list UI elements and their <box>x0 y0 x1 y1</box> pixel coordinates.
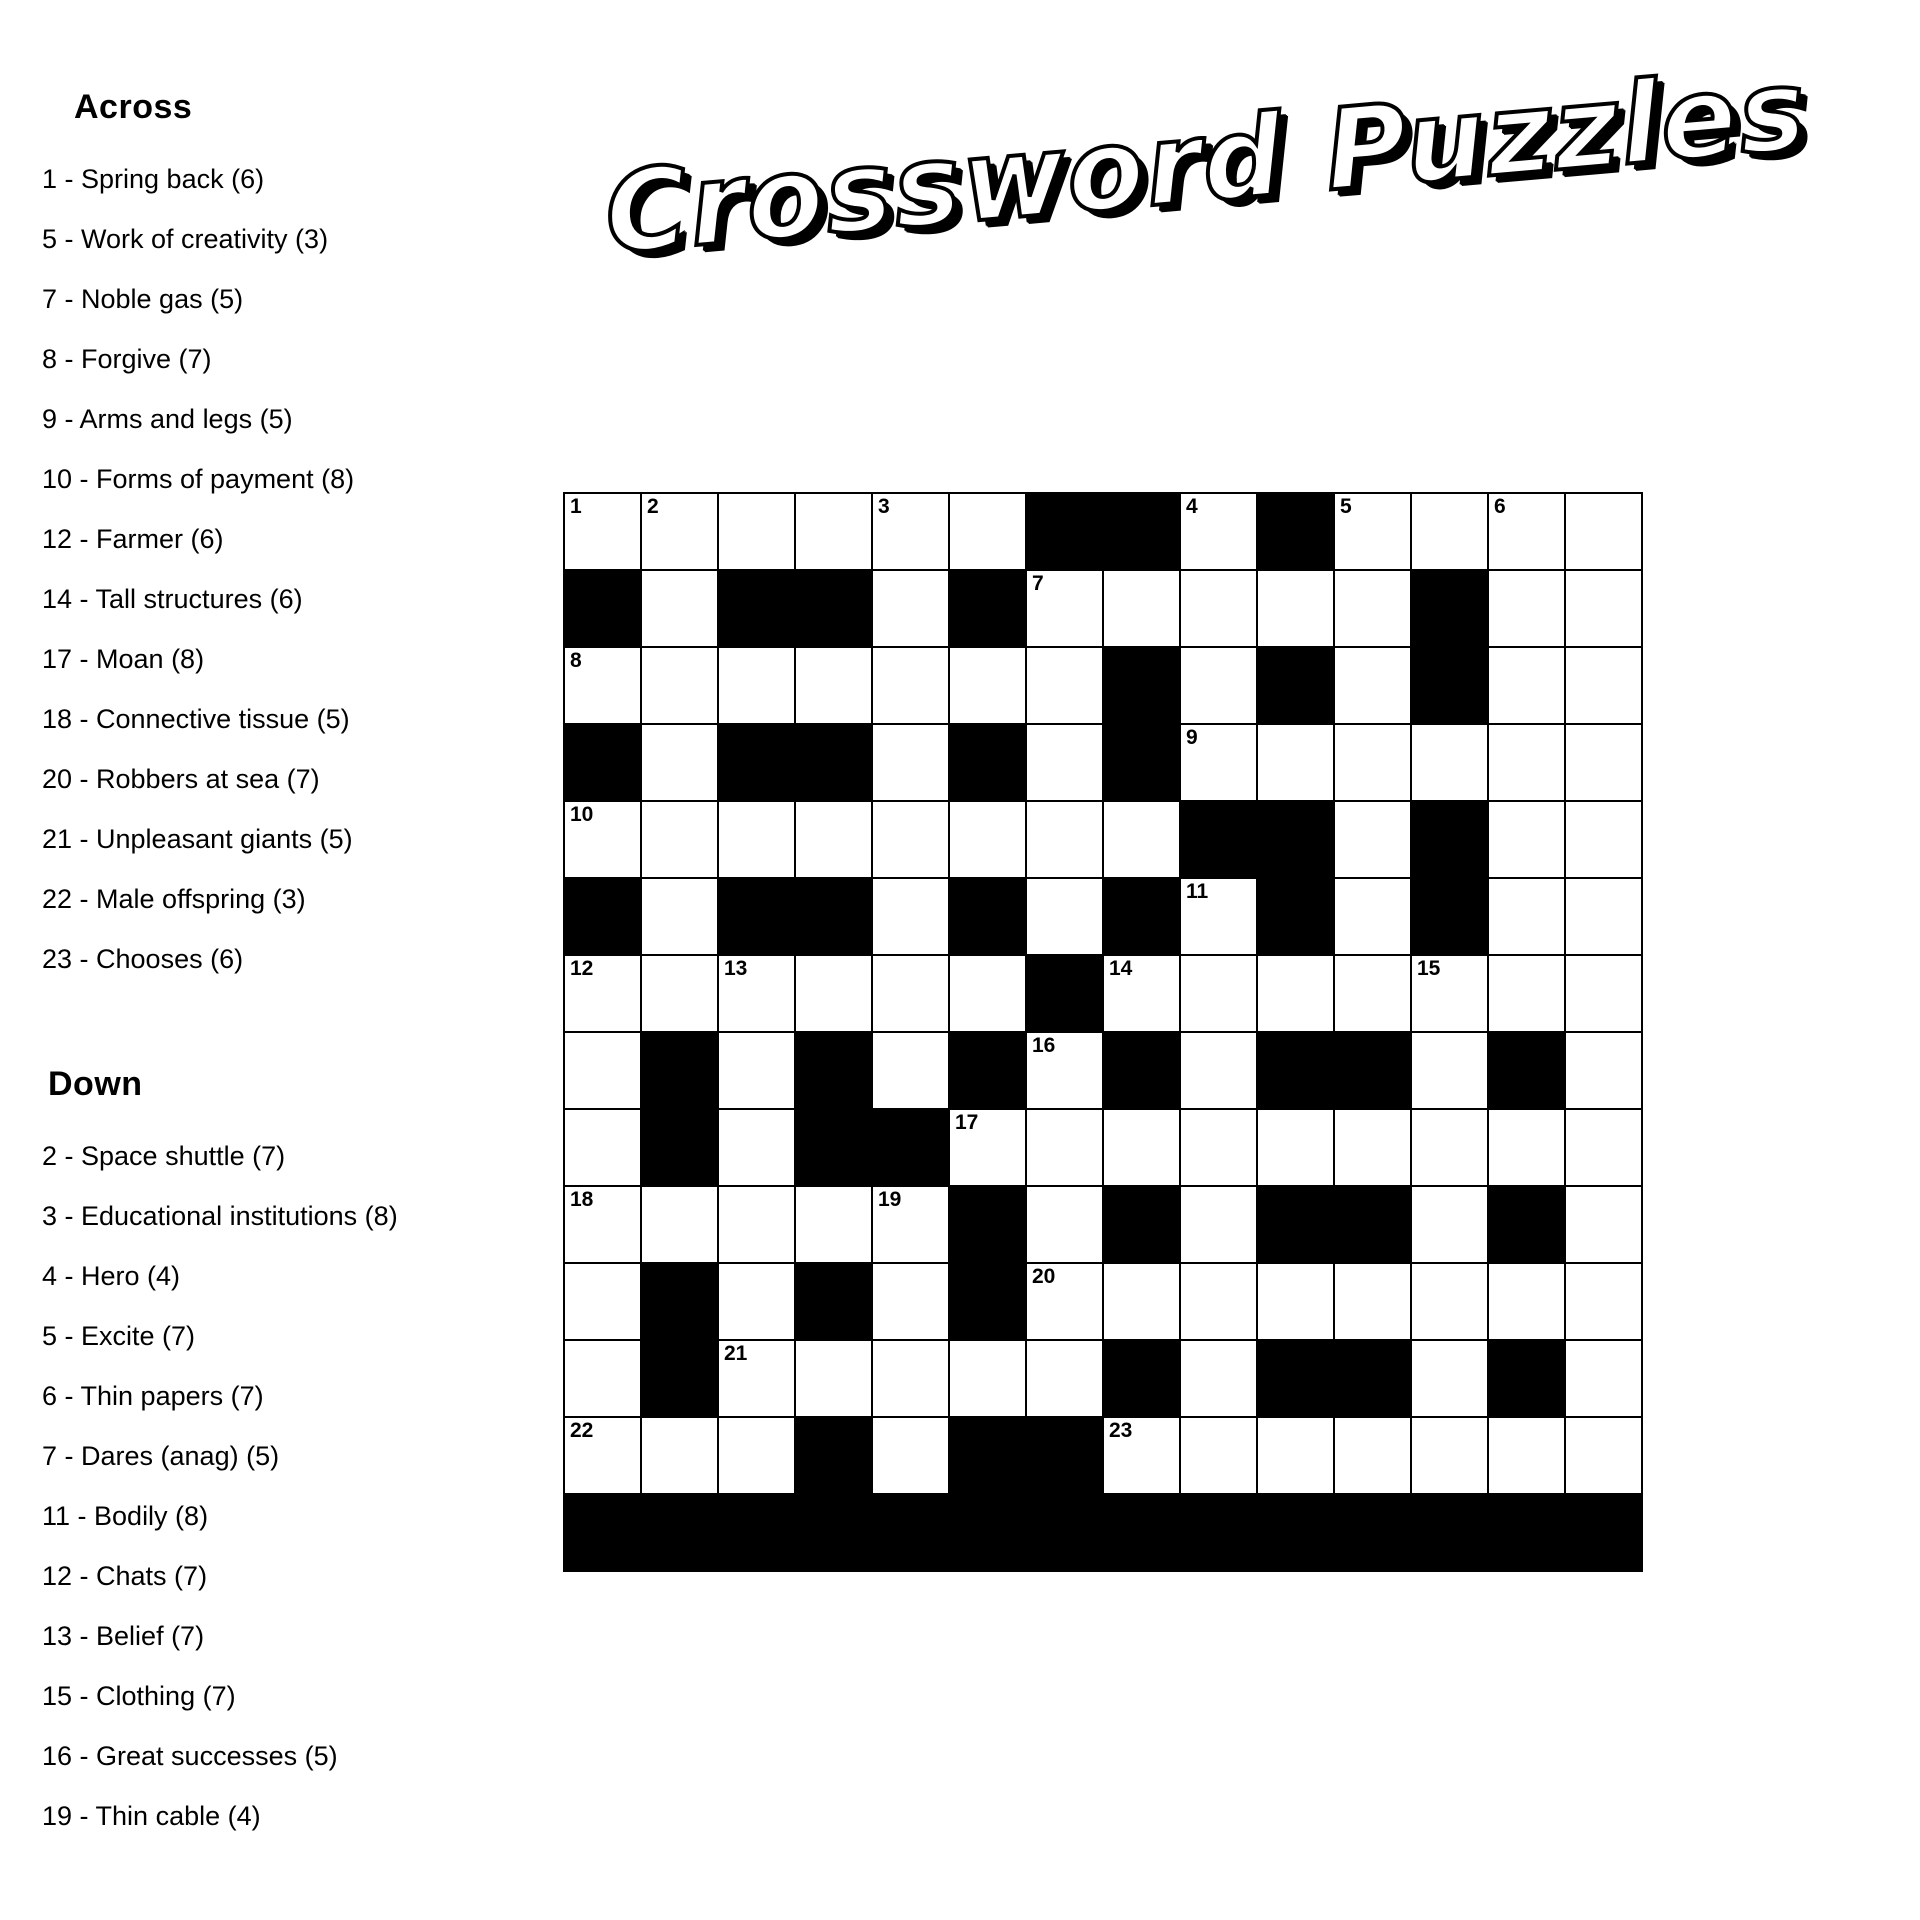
grid-cell-open[interactable] <box>641 647 718 724</box>
grid-cell-open[interactable] <box>1026 1032 1103 1109</box>
grid-cell-block <box>1103 647 1180 724</box>
grid-cell-block <box>795 1263 872 1340</box>
grid-cell-open[interactable] <box>872 493 949 570</box>
grid-cell-open[interactable] <box>1411 955 1488 1032</box>
grid-cell-block <box>795 878 872 955</box>
grid-cell-open[interactable] <box>1334 1109 1411 1186</box>
grid-cell-number: 11 <box>1186 880 1209 903</box>
grid-cell-open[interactable] <box>1411 1109 1488 1186</box>
grid-cell-open[interactable] <box>1334 955 1411 1032</box>
grid-cell-number: 15 <box>1417 957 1441 980</box>
grid-cell-open[interactable] <box>1180 647 1257 724</box>
grid-cell-block <box>949 1417 1026 1494</box>
grid-cell-open[interactable] <box>1565 724 1642 801</box>
grid-cell-open[interactable] <box>718 1417 795 1494</box>
grid-row <box>564 955 1642 1032</box>
grid-cell-open[interactable] <box>1488 1263 1565 1340</box>
grid-cell-open[interactable] <box>1565 1417 1642 1494</box>
grid-cell-number: 5 <box>1340 495 1352 518</box>
list-item[interactable]: 2 - Space shuttle (7) <box>42 1141 286 1171</box>
grid-cell-open[interactable] <box>1257 955 1334 1032</box>
list-item[interactable]: 12 - Chats (7) <box>42 1561 208 1591</box>
grid-cell-open[interactable] <box>795 1340 872 1417</box>
page-title <box>600 44 1880 380</box>
across-clue-list <box>42 149 542 989</box>
grid-cell-open[interactable] <box>718 647 795 724</box>
grid-cell-number: 1 <box>570 495 582 518</box>
grid-cell-block <box>1103 878 1180 955</box>
grid-cell-number: 21 <box>724 1342 748 1365</box>
grid-cell-open[interactable] <box>949 1340 1026 1417</box>
grid-cell-open[interactable] <box>641 878 718 955</box>
grid-cell-open[interactable] <box>564 801 641 878</box>
grid-cell-block <box>949 724 1026 801</box>
grid-cell-block <box>1103 493 1180 570</box>
grid-cell-open[interactable] <box>1488 878 1565 955</box>
grid-cell-open[interactable] <box>641 493 718 570</box>
grid-cell-open[interactable] <box>1103 1263 1180 1340</box>
grid-cell-open[interactable] <box>872 570 949 647</box>
grid-row <box>564 1263 1642 1340</box>
grid-cell-open[interactable] <box>1565 1340 1642 1417</box>
grid-cell-block <box>1488 1340 1565 1417</box>
grid-cell-block <box>564 570 641 647</box>
grid-cell-block <box>1180 1494 1257 1571</box>
grid-cell-open[interactable] <box>1103 1417 1180 1494</box>
grid-cell-open[interactable] <box>1180 878 1257 955</box>
list-item[interactable]: 11 - Bodily (8) <box>42 1501 209 1531</box>
grid-cell-open[interactable] <box>564 647 641 724</box>
grid-cell-open[interactable] <box>1257 570 1334 647</box>
grid-cell-open[interactable] <box>949 955 1026 1032</box>
grid-cell-open[interactable] <box>1180 1032 1257 1109</box>
grid-cell-block <box>1103 1340 1180 1417</box>
grid-cell-open[interactable] <box>1026 647 1103 724</box>
grid-cell-number: 16 <box>1032 1034 1056 1057</box>
grid-cell-open[interactable] <box>641 1186 718 1263</box>
grid-cell-block <box>1026 1417 1103 1494</box>
list-item[interactable]: 7 - Noble gas (5) <box>42 284 244 314</box>
grid-cell-open[interactable] <box>1488 801 1565 878</box>
grid-cell-block <box>1103 724 1180 801</box>
grid-cell-open[interactable] <box>1411 724 1488 801</box>
grid-cell-open[interactable] <box>872 647 949 724</box>
grid-cell-open[interactable] <box>1026 570 1103 647</box>
grid-cell-open[interactable] <box>641 955 718 1032</box>
grid-cell-open[interactable] <box>1565 647 1642 724</box>
grid-cell-block <box>1257 493 1334 570</box>
list-item[interactable]: 1 - Spring back (6) <box>42 164 265 194</box>
grid-cell-open[interactable] <box>1334 647 1411 724</box>
grid-cell-block <box>1488 1494 1565 1571</box>
list-item[interactable]: 15 - Clothing (7) <box>42 1681 236 1711</box>
list-item[interactable]: 18 - Connective tissue (5) <box>42 704 350 734</box>
list-item[interactable]: 9 - Arms and legs (5) <box>42 404 293 434</box>
grid-cell-open[interactable] <box>564 1417 641 1494</box>
grid-cell-block <box>949 1186 1026 1263</box>
grid-cell-open[interactable] <box>1257 1263 1334 1340</box>
grid-cell-open[interactable] <box>564 1109 641 1186</box>
page-title-text: Crossword Puzzles <box>600 44 1813 280</box>
grid-cell-open[interactable] <box>1180 1340 1257 1417</box>
grid-row <box>564 1109 1642 1186</box>
grid-cell-open[interactable] <box>1334 1417 1411 1494</box>
grid-row <box>564 724 1642 801</box>
grid-cell-open[interactable] <box>1180 955 1257 1032</box>
grid-cell-open[interactable] <box>1488 1109 1565 1186</box>
grid-cell-block <box>1103 1186 1180 1263</box>
grid-cell-block <box>872 1494 949 1571</box>
grid-cell-open[interactable] <box>1565 1032 1642 1109</box>
grid-cell-open[interactable] <box>1026 1340 1103 1417</box>
crossword-grid-table <box>563 492 1643 1572</box>
grid-cell-open[interactable] <box>1026 724 1103 801</box>
grid-cell-open[interactable] <box>718 1109 795 1186</box>
grid-cell-open[interactable] <box>718 955 795 1032</box>
grid-cell-block <box>1488 1186 1565 1263</box>
grid-cell-open[interactable] <box>1411 1340 1488 1417</box>
grid-cell-block <box>718 724 795 801</box>
grid-cell-block <box>1411 801 1488 878</box>
grid-cell-open[interactable] <box>1180 1417 1257 1494</box>
grid-cell-open[interactable] <box>949 1109 1026 1186</box>
grid-cell-open[interactable] <box>872 1340 949 1417</box>
grid-cell-open[interactable] <box>1565 1263 1642 1340</box>
grid-cell-block <box>795 1109 872 1186</box>
grid-cell-block <box>949 570 1026 647</box>
grid-cell-open[interactable] <box>1180 493 1257 570</box>
grid-cell-block <box>564 724 641 801</box>
grid-cell-open[interactable] <box>1411 493 1488 570</box>
clues-panel <box>42 88 542 1846</box>
grid-cell-open[interactable] <box>1334 724 1411 801</box>
grid-cell-open[interactable] <box>872 878 949 955</box>
grid-cell-block <box>641 1263 718 1340</box>
grid-cell-open[interactable] <box>564 1263 641 1340</box>
list-item[interactable]: 5 - Work of creativity (3) <box>42 224 329 254</box>
grid-cell-block <box>641 1032 718 1109</box>
list-item[interactable]: 13 - Belief (7) <box>42 1621 205 1651</box>
grid-cell-block <box>1180 801 1257 878</box>
grid-cell-block <box>718 1494 795 1571</box>
grid-cell-open[interactable] <box>641 1417 718 1494</box>
grid-cell-block <box>949 1494 1026 1571</box>
list-item[interactable]: 16 - Great successes (5) <box>42 1741 338 1771</box>
grid-cell-block <box>1103 1494 1180 1571</box>
grid-cell-open[interactable] <box>718 801 795 878</box>
grid-cell-open[interactable] <box>718 493 795 570</box>
list-item[interactable]: 19 - Thin cable (4) <box>42 1801 261 1831</box>
list-item[interactable]: 4 - Hero (4) <box>42 1261 181 1291</box>
across-heading: Across <box>74 88 193 126</box>
grid-cell-block <box>1565 1494 1642 1571</box>
grid-row <box>564 647 1642 724</box>
grid-cell-block <box>1257 647 1334 724</box>
grid-cell-number: 6 <box>1494 495 1506 518</box>
grid-cell-block <box>949 1032 1026 1109</box>
grid-cell-open[interactable] <box>1488 1417 1565 1494</box>
grid-cell-block <box>1257 801 1334 878</box>
grid-cell-open[interactable] <box>564 955 641 1032</box>
grid-cell-block <box>795 1032 872 1109</box>
list-item[interactable]: 3 - Educational institutions (8) <box>42 1201 398 1231</box>
grid-cell-open[interactable] <box>795 801 872 878</box>
grid-cell-number: 18 <box>570 1188 594 1211</box>
grid-cell-number: 13 <box>724 957 748 980</box>
grid-cell-number: 3 <box>878 495 890 518</box>
down-heading: Down <box>48 1065 143 1103</box>
list-item[interactable]: 10 - Forms of payment (8) <box>42 464 355 494</box>
grid-cell-block <box>1257 1494 1334 1571</box>
grid-cell-open[interactable] <box>1411 1263 1488 1340</box>
grid-cell-open[interactable] <box>1565 878 1642 955</box>
grid-cell-open[interactable] <box>1334 801 1411 878</box>
list-item[interactable]: 6 - Thin papers (7) <box>42 1381 264 1411</box>
grid-cell-number: 8 <box>570 649 582 672</box>
grid-cell-open[interactable] <box>718 1032 795 1109</box>
grid-cell-open[interactable] <box>1026 878 1103 955</box>
grid-cell-open[interactable] <box>1488 647 1565 724</box>
grid-row <box>564 570 1642 647</box>
grid-cell-number: 9 <box>1186 726 1198 749</box>
grid-cell-block <box>1026 493 1103 570</box>
grid-cell-open[interactable] <box>1565 493 1642 570</box>
grid-cell-block <box>1257 1032 1334 1109</box>
grid-cell-open[interactable] <box>949 647 1026 724</box>
grid-cell-open[interactable] <box>1103 801 1180 878</box>
grid-cell-open[interactable] <box>949 801 1026 878</box>
grid-cell-open[interactable] <box>1488 570 1565 647</box>
grid-row <box>564 1340 1642 1417</box>
grid-cell-number: 14 <box>1109 957 1133 980</box>
grid-cell-open[interactable] <box>1411 1186 1488 1263</box>
grid-cell-number: 2 <box>647 495 659 518</box>
grid-cell-open[interactable] <box>1026 801 1103 878</box>
grid-cell-open[interactable] <box>1103 570 1180 647</box>
grid-cell-open[interactable] <box>1026 1109 1103 1186</box>
grid-cell-open[interactable] <box>1257 1417 1334 1494</box>
grid-row <box>564 1032 1642 1109</box>
list-item[interactable]: 17 - Moan (8) <box>42 644 205 674</box>
grid-cell-open[interactable] <box>1488 724 1565 801</box>
grid-cell-open[interactable] <box>1334 878 1411 955</box>
grid-cell-open[interactable] <box>1488 955 1565 1032</box>
grid-cell-block <box>641 1340 718 1417</box>
grid-cell-block <box>641 1494 718 1571</box>
grid-cell-open[interactable] <box>872 1263 949 1340</box>
grid-cell-open[interactable] <box>795 493 872 570</box>
grid-cell-number: 20 <box>1032 1265 1056 1288</box>
grid-cell-open[interactable] <box>872 955 949 1032</box>
grid-cell-open[interactable] <box>949 493 1026 570</box>
grid-cell-block <box>641 1109 718 1186</box>
grid-cell-block <box>795 724 872 801</box>
list-item[interactable]: 7 - Dares (anag) (5) <box>42 1441 280 1471</box>
grid-cell-open[interactable] <box>1565 1109 1642 1186</box>
grid-cell-block <box>949 1263 1026 1340</box>
grid-cell-open[interactable] <box>795 1186 872 1263</box>
grid-cell-block <box>1026 955 1103 1032</box>
grid-cell-open[interactable] <box>872 724 949 801</box>
grid-cell-block <box>1103 1032 1180 1109</box>
grid-cell-open[interactable] <box>1334 570 1411 647</box>
grid-cell-block <box>1257 878 1334 955</box>
grid-cell-open[interactable] <box>1180 1109 1257 1186</box>
grid-cell-block <box>795 570 872 647</box>
grid-cell-open[interactable] <box>1103 955 1180 1032</box>
grid-cell-open[interactable] <box>872 1186 949 1263</box>
grid-cell-block <box>1411 647 1488 724</box>
grid-cell-open[interactable] <box>1565 570 1642 647</box>
across-block <box>42 88 542 989</box>
list-item[interactable]: 22 - Male offspring (3) <box>42 884 306 914</box>
grid-row <box>564 878 1642 955</box>
grid-cell-open[interactable] <box>718 1340 795 1417</box>
grid-cell-open[interactable] <box>1257 1109 1334 1186</box>
grid-cell-block <box>1411 1494 1488 1571</box>
grid-cell-number: 19 <box>878 1188 902 1211</box>
grid-cell-open[interactable] <box>1411 1417 1488 1494</box>
grid-cell-open[interactable] <box>1411 1032 1488 1109</box>
grid-cell-open[interactable] <box>564 493 641 570</box>
grid-cell-block <box>795 1494 872 1571</box>
list-item[interactable]: 5 - Excite (7) <box>42 1321 196 1351</box>
grid-cell-number: 10 <box>570 803 594 826</box>
grid-cell-block <box>718 878 795 955</box>
grid-cell-open[interactable] <box>872 1417 949 1494</box>
grid-cell-block <box>1334 1494 1411 1571</box>
grid-cell-open[interactable] <box>1180 1263 1257 1340</box>
grid-cell-block <box>1257 1186 1334 1263</box>
grid-cell-open[interactable] <box>1257 724 1334 801</box>
grid-cell-number: 12 <box>570 957 594 980</box>
grid-cell-number: 22 <box>570 1419 594 1442</box>
list-item[interactable]: 21 - Unpleasant giants (5) <box>42 824 353 854</box>
grid-cell-block <box>1334 1032 1411 1109</box>
grid-cell-open[interactable] <box>1488 493 1565 570</box>
grid-cell-block <box>1411 878 1488 955</box>
grid-cell-number: 17 <box>955 1111 979 1134</box>
grid-cell-number: 23 <box>1109 1419 1133 1442</box>
grid-cell-block <box>1026 1494 1103 1571</box>
grid-cell-open[interactable] <box>1334 493 1411 570</box>
list-item[interactable]: 23 - Chooses (6) <box>42 944 244 974</box>
grid-cell-open[interactable] <box>718 1186 795 1263</box>
grid-cell-open[interactable] <box>1565 801 1642 878</box>
grid-cell-open[interactable] <box>1180 1186 1257 1263</box>
grid-cell-block <box>1334 1186 1411 1263</box>
grid-cell-open[interactable] <box>1565 1186 1642 1263</box>
grid-cell-open[interactable] <box>718 1263 795 1340</box>
grid-cell-block <box>1334 1340 1411 1417</box>
grid-cell-open[interactable] <box>564 1032 641 1109</box>
grid-row <box>564 1494 1642 1571</box>
grid-cell-open[interactable] <box>641 724 718 801</box>
down-block <box>42 1065 542 1846</box>
grid-row <box>564 1186 1642 1263</box>
grid-cell-block <box>872 1109 949 1186</box>
list-item[interactable]: 20 - Robbers at sea (7) <box>42 764 320 794</box>
grid-cell-open[interactable] <box>1026 1186 1103 1263</box>
grid-row <box>564 493 1642 570</box>
grid-cell-open[interactable] <box>1180 570 1257 647</box>
grid-cell-number: 4 <box>1186 495 1198 518</box>
grid-cell-open[interactable] <box>1026 1263 1103 1340</box>
grid-cell-open[interactable] <box>1103 1109 1180 1186</box>
list-item[interactable]: 14 - Tall structures (6) <box>42 584 303 614</box>
grid-cell-block <box>1411 570 1488 647</box>
grid-cell-open[interactable] <box>1334 1263 1411 1340</box>
grid-cell-number: 7 <box>1032 572 1044 595</box>
grid-cell-open[interactable] <box>795 647 872 724</box>
list-item[interactable]: 12 - Farmer (6) <box>42 524 224 554</box>
grid-cell-block <box>795 1417 872 1494</box>
grid-cell-block <box>718 570 795 647</box>
grid-cell-open[interactable] <box>564 1186 641 1263</box>
grid-cell-open[interactable] <box>872 1032 949 1109</box>
grid-cell-block <box>564 878 641 955</box>
grid-row <box>564 801 1642 878</box>
grid-row <box>564 1417 1642 1494</box>
grid-cell-open[interactable] <box>1565 955 1642 1032</box>
grid-cell-block <box>949 878 1026 955</box>
list-item[interactable]: 8 - Forgive (7) <box>42 344 212 374</box>
grid-cell-open[interactable] <box>564 1340 641 1417</box>
grid-cell-open[interactable] <box>641 570 718 647</box>
grid-cell-open[interactable] <box>795 955 872 1032</box>
crossword-grid <box>563 492 1643 1572</box>
grid-cell-block <box>564 1494 641 1571</box>
grid-cell-open[interactable] <box>1180 724 1257 801</box>
grid-cell-open[interactable] <box>641 801 718 878</box>
grid-cell-open[interactable] <box>872 801 949 878</box>
down-clue-list <box>42 1126 542 1846</box>
grid-cell-block <box>1257 1340 1334 1417</box>
grid-cell-block <box>1488 1032 1565 1109</box>
